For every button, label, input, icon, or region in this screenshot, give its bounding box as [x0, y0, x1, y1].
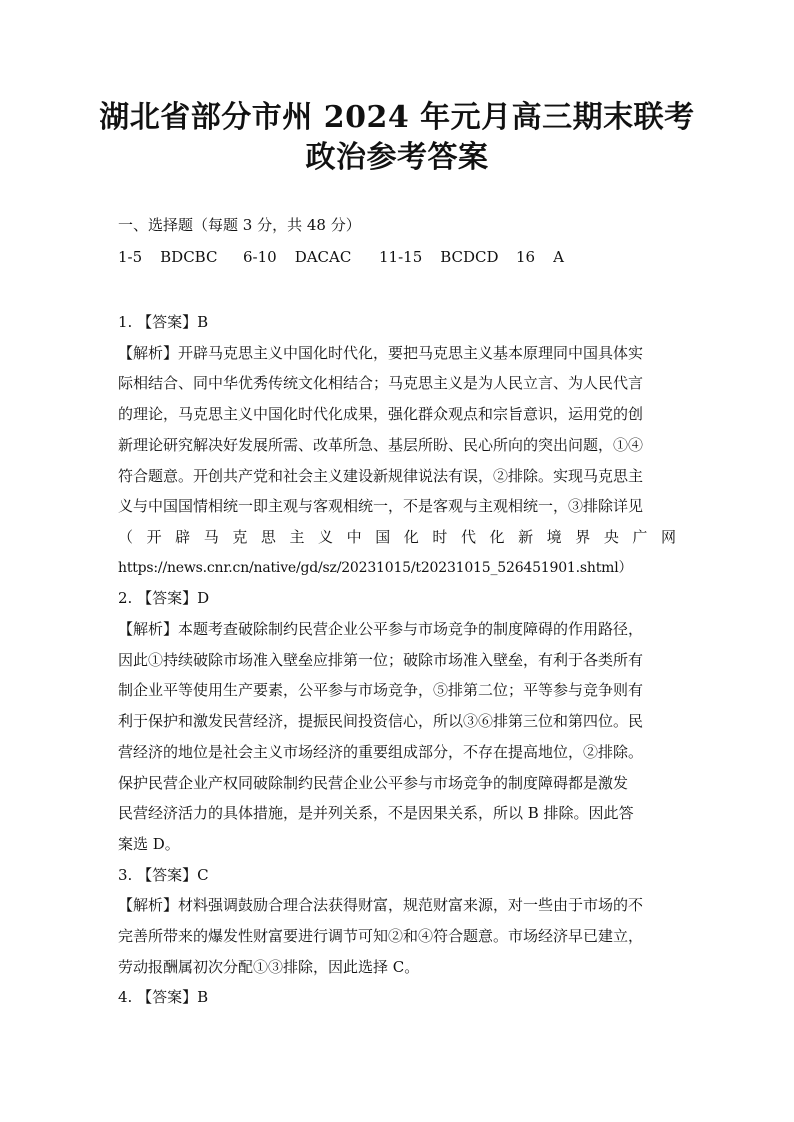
analysis-line: 案选 D。 [118, 834, 180, 853]
answer-key-answers: A [553, 248, 564, 266]
analysis-line: 【解析】本题考查破除制约民营企业公平参与市场竞争的制度障碍的作用路径， [118, 619, 644, 638]
question-analysis [118, 338, 676, 584]
analysis-line: 的理论，马克思主义中国化时代化成果，强化群众观点和宗旨意识，运用党的创 [118, 405, 644, 424]
analysis-line: 保护民营企业产权同破除制约民营企业公平参与市场竞争的制度障碍都是激发 [118, 773, 629, 792]
analysis-line: 【解析】开辟马克思主义中国化时代化，要把马克思主义基本原理同中国具体实 [118, 343, 644, 362]
answer-key-range: 1-5 [118, 248, 143, 266]
answer-key-group [243, 244, 351, 270]
source-url: https://news.cnr.cn/native/gd/sz/20231015/t20231015_526451901.shtml） [118, 559, 633, 576]
question-answer-label: 2. 【答案】D [118, 589, 210, 608]
question-analysis [118, 890, 676, 982]
page-subtitle: 政治参考答案 [305, 140, 489, 175]
answer-key-row [118, 244, 678, 270]
answer-key-answers: BDCBC [160, 248, 218, 266]
answer-key-group [118, 244, 217, 270]
page-title: 湖北省部分市州 2024 年元月高三期末联考 [99, 100, 695, 135]
question-analysis [118, 614, 676, 860]
analysis-line: 营经济的地位是社会主义市场经济的重要组成部分，不存在提高地位，②排除。 [118, 742, 644, 761]
analysis-line: 完善所带来的爆发性财富要进行调节可知②和④符合题意。市场经济早已建立， [118, 927, 644, 945]
analysis-line: 义与中国国情相统一即主观与客观相统一，不是客观与主观相统一，③排除详见 [118, 497, 644, 516]
analysis-line: 劳动报酬属初次分配①③排除，因此选择 C。 [118, 957, 420, 976]
answer-key-range: 11-15 [379, 248, 423, 266]
answer-key-range: 6-10 [243, 248, 277, 266]
question-answer-label: 3. 【答案】C [118, 865, 209, 884]
answer-key-group [379, 244, 499, 270]
analysis-line: （开辟马克思主义中国化时代化新境界央广网 [118, 527, 676, 546]
question-answer-label: 4. 【答案】B [118, 988, 209, 1007]
analysis-line: 符合题意。开创共产党和社会主义建设新规律说法有误，②排除。实现马克思主 [118, 466, 644, 485]
analysis-line: 民营经济活力的具体措施，是并列关系，不是因果关系，所以 B 排除。因此答 [118, 804, 634, 823]
question-answer-label: 1. 【答案】B [118, 313, 209, 331]
answer-key-answers: DACAC [294, 248, 352, 266]
analysis-line: 际相结合、同中华优秀传统文化相结合；马克思主义是为人民立言、为人民代言 [118, 374, 644, 393]
analysis-line: 【解析】材料强调鼓励合理合法获得财富，规范财富来源，对一些由于市场的不 [118, 896, 644, 915]
section-heading: 一、选择题（每题 3 分，共 48 分） [118, 216, 361, 234]
answer-key-answers: BCDCD [440, 248, 499, 266]
analysis-line: 制企业平等使用生产要素，公平参与市场竞争，⑤排第二位；平等参与竞争则有 [118, 681, 644, 700]
analysis-line: 因此①持续破除市场准入壁垒应排第一位；破除市场准入壁垒，有利于各类所有 [118, 650, 644, 669]
answer-key-range: 16 [516, 248, 536, 266]
analysis-line: 利于保护和激发民营经济，提振民间投资信心，所以③⑥排第三位和第四位。民 [118, 712, 644, 731]
questions-body [118, 307, 676, 1013]
answer-key-group [516, 244, 564, 270]
analysis-line: 新理论研究解决好发展所需、改革所急、基层所盼、民心所向的突出问题，①④ [118, 435, 644, 454]
